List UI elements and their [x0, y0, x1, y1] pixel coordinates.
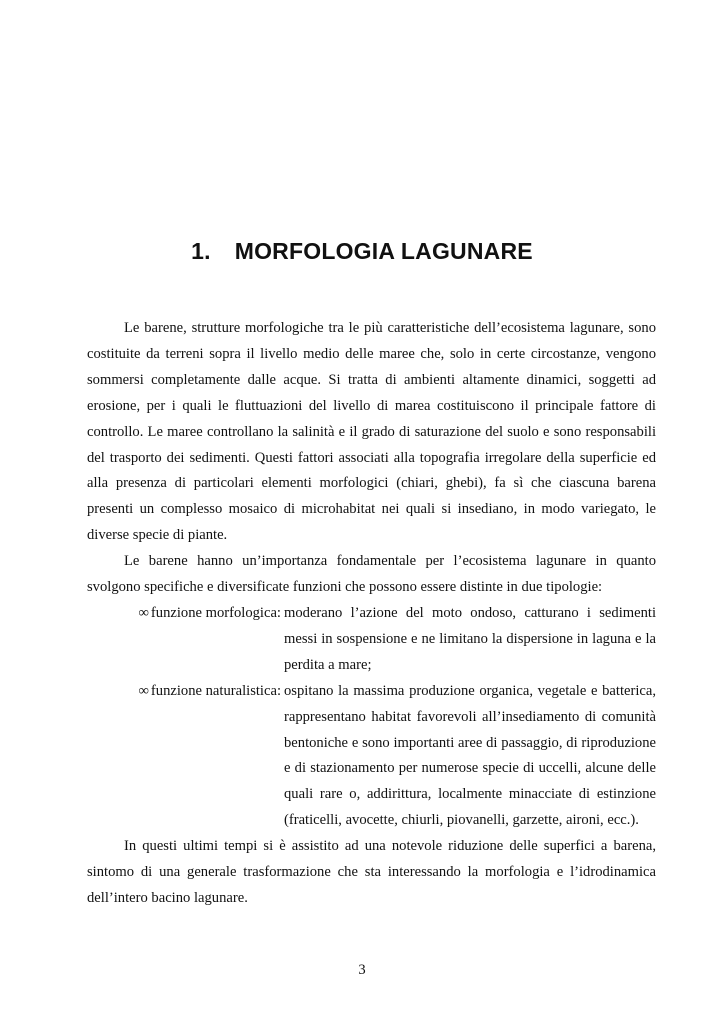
bullet-term: funzione naturalistica:	[150, 682, 281, 699]
bullet-item-naturalistic-function	[87, 679, 656, 834]
chapter-title	[0, 238, 724, 265]
bullet-lead	[87, 679, 284, 834]
chapter-title-text: MORFOLOGIA LAGUNARE	[234, 238, 533, 264]
body-text	[87, 316, 656, 912]
paragraph-barene-description: Le barene, strutture morfologiche tra le più caratteristiche dell’ecosistema lagunare, sono costituite da terreni sopra il livello medio delle maree che, solo in certe circostanze, vengono sommersi completamente dalle acque. Si tratta di ambienti altamente dinamici, soggetti ad erosione, per i quali le fluttuazioni del livello di marea costituiscono il principale fattore di controllo. Le maree controllano la salinità e il grado di saturazione del suolo e sono responsabili del trasporto dei sedimenti. Questi fattori associati alla topografia irregolare della superficie ed alla presenza di particolari elementi morfologici (chiari, ghebi), fa sì che ciascuna barena presenti un complesso mosaico di microhabitat nei quali si insediano, in modo variegato, le diverse specie di piante.	[87, 320, 656, 544]
chapter-number: 1.	[191, 238, 211, 264]
bullet-description: ospitano la massima produzione organica, vegetale e batterica, rappresentano habitat favorevoli all’insediamento di comunità bentoniche e sono importanti aree di passaggio, di riproduzione e di stazionamento per numerose specie di uccelli, alcune delle quali rare o, addirittura, localmente minacciate di estinzione (fraticelli, avocette, chiurli, piovanelli, garzette, aironi, ecc.).	[284, 682, 656, 829]
bullet-description: moderano l’azione del moto ondoso, catturano i sedimenti messi in sospensione e ne limitano la dispersione in laguna e la perdita a mare;	[284, 604, 656, 673]
paragraph-recent-reduction: In questi ultimi tempi si è assistito ad una notevole riduzione delle superfici a barena, sintomo di una generale trasformazione che sta interessando la morfologia e l’idrodinamica dell’intero bacino lagunare.	[87, 838, 656, 906]
page-number: 3	[358, 962, 366, 978]
bullet-term: funzione morfologica:	[150, 604, 281, 621]
paragraph-barene-importance: Le barene hanno un’importanza fondamentale per l’ecosistema lagunare in quanto svolgono specifiche e diversificate funzioni che possono essere distinte in due tipologie:	[87, 553, 656, 596]
bullet-item-morphological-function	[87, 601, 656, 679]
bullet-lead	[87, 601, 284, 679]
infinity-bullet-icon: ∞	[138, 604, 149, 621]
infinity-bullet-icon: ∞	[138, 682, 149, 699]
